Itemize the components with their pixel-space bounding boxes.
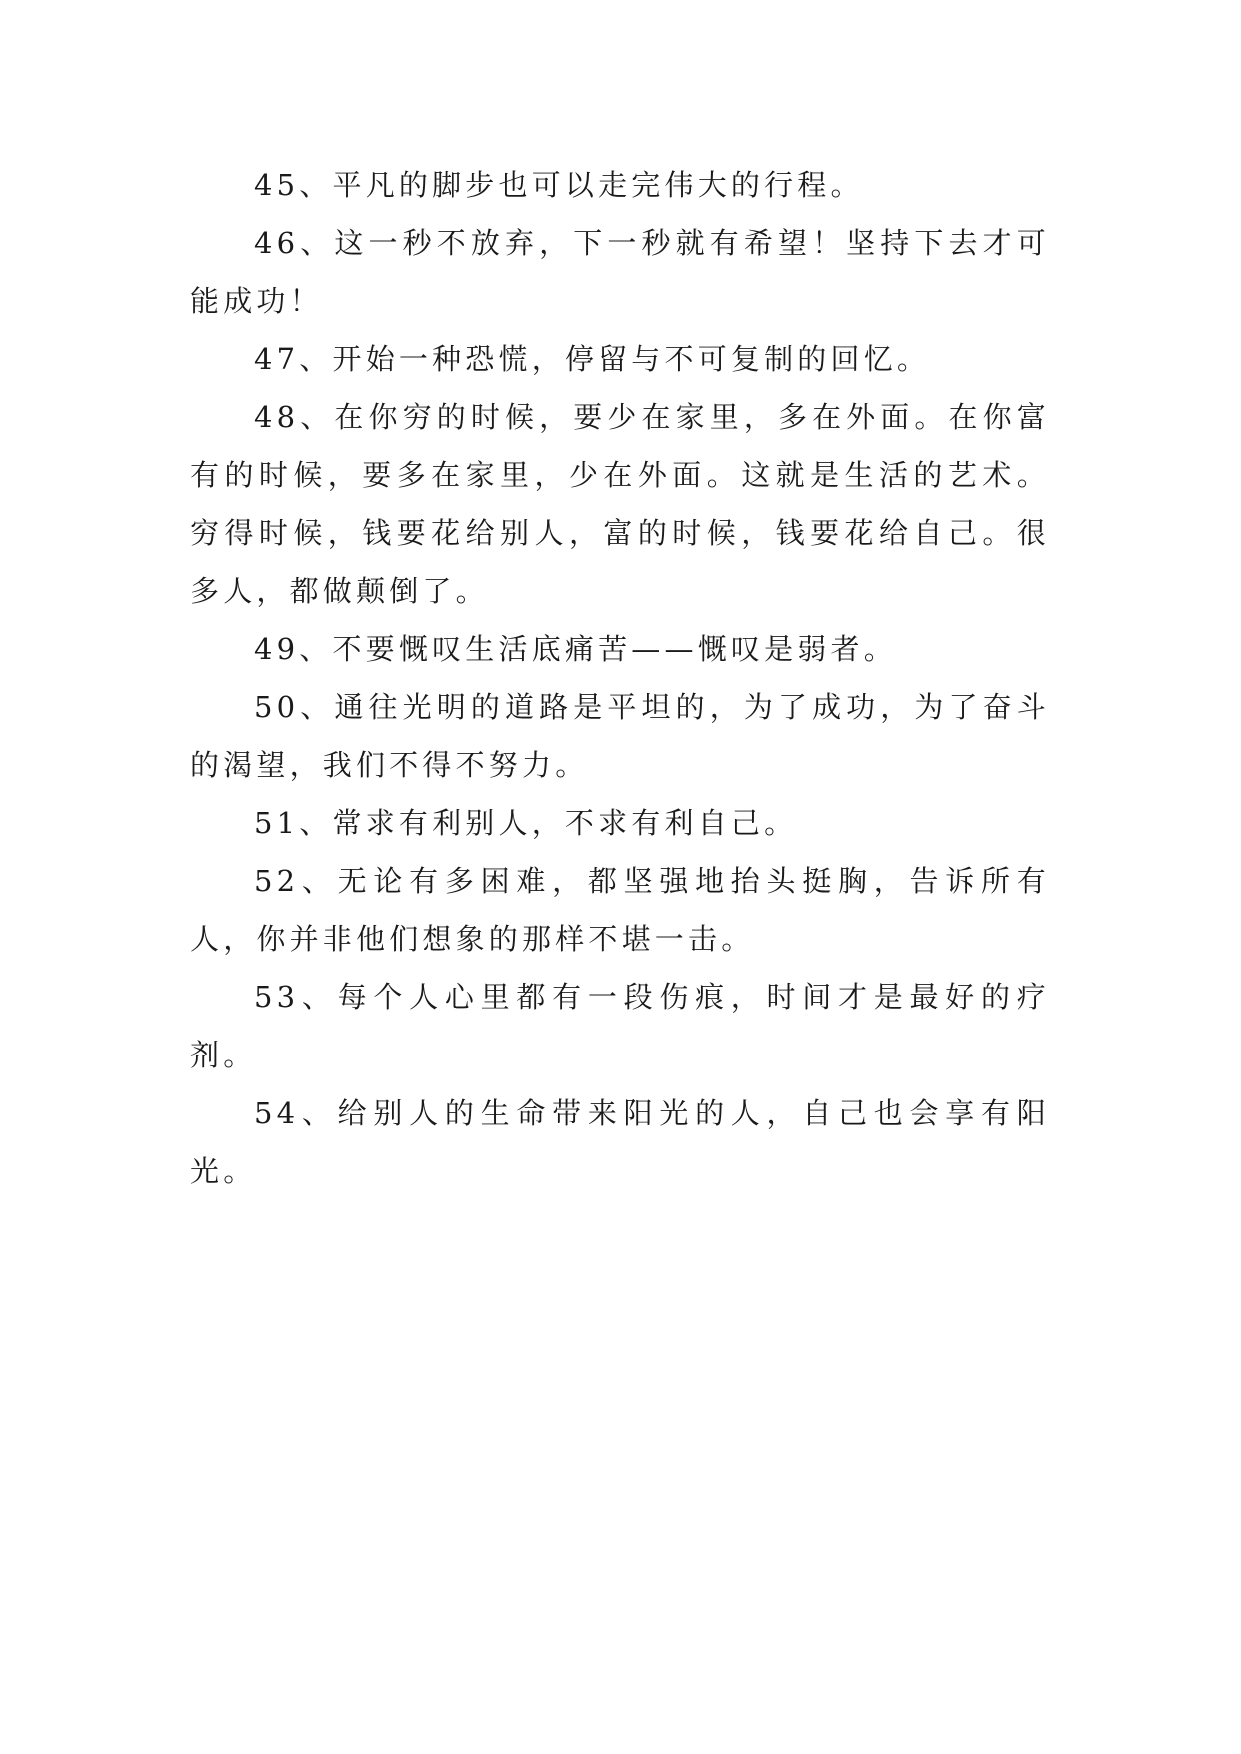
quote-paragraph-52: 52、无论有多困难，都坚强地抬头挺胸，告诉所有人，你并非他们想象的那样不堪一击。: [190, 864, 1050, 956]
quote-paragraph-51: 51、常求有利别人，不求有利自己。: [254, 806, 798, 840]
quote-paragraph-53: 53、每个人心里都有一段伤痕，时间才是最好的疗剂。: [190, 980, 1050, 1072]
quote-paragraph-50: 50、通往光明的道路是平坦的，为了成功，为了奋斗的渴望，我们不得不努力。: [190, 690, 1050, 782]
quote-paragraph-49: 49、不要慨叹生活底痛苦——慨叹是弱者。: [254, 632, 897, 666]
quote-paragraph-46: 46、这一秒不放弃，下一秒就有希望！坚持下去才可能成功！: [190, 226, 1050, 318]
quote-paragraph-48: 48、在你穷的时候，要少在家里，多在外面。在你富有的时候，要多在家里，少在外面。这就是生活的艺术。穷得时候，钱要花给别人，富的时候，钱要花给自己。很多人，都做颠倒了。: [190, 400, 1050, 608]
quote-paragraph-45: 45、平凡的脚步也可以走完伟大的行程。: [254, 168, 864, 202]
document-body: [190, 156, 1050, 1200]
quote-paragraph-47: 47、开始一种恐慌，停留与不可复制的回忆。: [254, 342, 931, 376]
quote-paragraph-54: 54、给别人的生命带来阳光的人，自己也会享有阳光。: [190, 1096, 1050, 1188]
